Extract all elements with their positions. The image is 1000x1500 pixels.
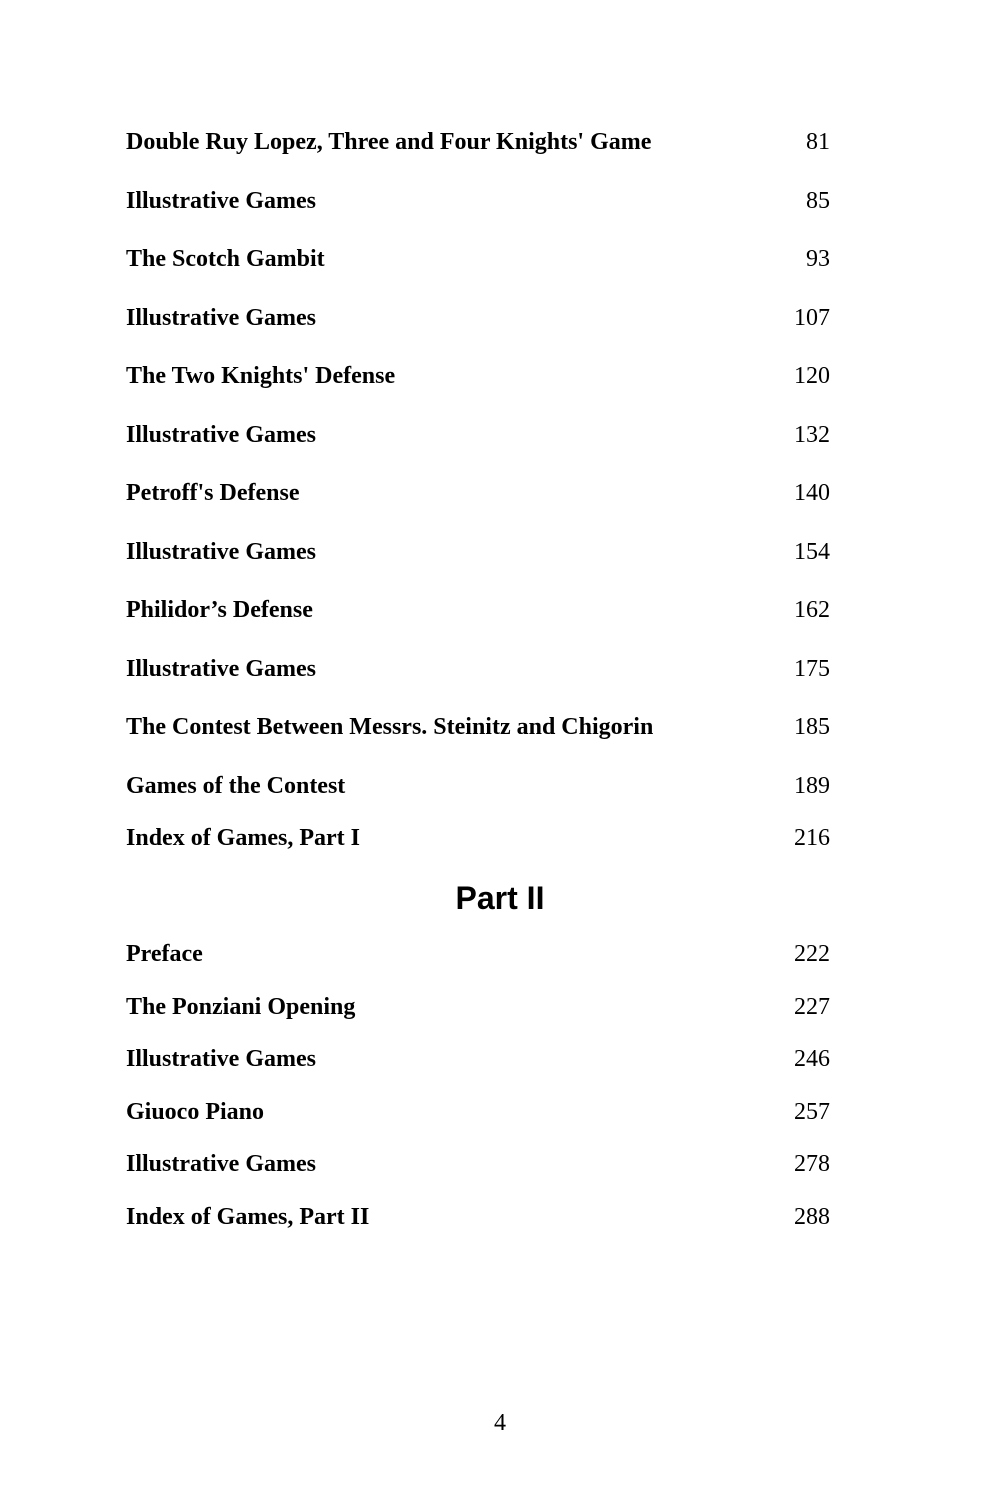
toc-entry-page: 189 bbox=[794, 772, 830, 799]
toc-entry bbox=[126, 1097, 830, 1127]
toc-entry-title: Games of the Contest bbox=[126, 772, 346, 799]
toc-entry bbox=[126, 771, 830, 801]
toc-entry-title: Giuoco Piano bbox=[126, 1098, 265, 1125]
toc-entry-page: 185 bbox=[794, 714, 830, 740]
toc-entry-page: 93 bbox=[806, 246, 830, 272]
toc-entry-title: Illustrative Games bbox=[126, 421, 316, 448]
toc-entry-title: Illustrative Games bbox=[126, 655, 316, 682]
toc-entry-title: The Ponziani Opening bbox=[126, 993, 356, 1020]
toc-entry-page: 216 bbox=[794, 825, 830, 851]
page-number: 4 bbox=[494, 1410, 506, 1436]
toc-entry bbox=[126, 823, 830, 853]
toc-entry-page: 162 bbox=[794, 597, 830, 623]
toc-entry-page: 288 bbox=[794, 1203, 830, 1230]
toc-entry-title: Illustrative Games bbox=[126, 1046, 316, 1073]
toc-entry-page: 246 bbox=[794, 1046, 830, 1073]
toc-entry bbox=[126, 1044, 830, 1074]
toc-entry bbox=[126, 420, 830, 450]
toc-entry-page: 81 bbox=[806, 129, 830, 155]
toc-entry-title: Double Ruy Lopez, Three and Four Knights' Game bbox=[126, 129, 652, 155]
toc-entry-title: Philidor’s Defense bbox=[126, 597, 313, 623]
toc-entry-page: 154 bbox=[794, 538, 830, 565]
toc-entry-title: Index of Games, Part I bbox=[126, 825, 360, 851]
toc-entry-title: Index of Games, Part II bbox=[126, 1203, 370, 1230]
toc-entry-page: 107 bbox=[794, 304, 830, 331]
toc-entry bbox=[126, 595, 830, 625]
toc-entry-title: Illustrative Games bbox=[126, 304, 316, 331]
toc-entry bbox=[126, 939, 830, 969]
toc-entry bbox=[126, 186, 830, 216]
toc-entry bbox=[126, 478, 830, 508]
toc-entry-title: Petroff's Defense bbox=[126, 480, 300, 506]
toc-entry-page: 140 bbox=[794, 480, 830, 506]
toc-entry-page: 85 bbox=[806, 187, 830, 214]
toc-entry-page: 227 bbox=[794, 993, 830, 1020]
toc-entry bbox=[126, 992, 830, 1022]
toc-entry-title: The Two Knights' Defense bbox=[126, 363, 396, 389]
part-heading: Part II bbox=[455, 880, 545, 916]
toc-entry-title: The Scotch Gambit bbox=[126, 246, 325, 272]
toc-entry bbox=[126, 654, 830, 684]
toc-entry-page: 175 bbox=[794, 655, 830, 682]
toc-entry-title: Illustrative Games bbox=[126, 538, 316, 565]
toc-entry bbox=[126, 361, 830, 391]
toc-entry-title: Preface bbox=[126, 941, 203, 967]
toc-entry-page: 222 bbox=[794, 941, 830, 967]
toc-entry-page: 120 bbox=[794, 363, 830, 389]
toc-entry bbox=[126, 712, 830, 742]
toc-part-1 bbox=[126, 127, 830, 859]
toc-entry-page: 257 bbox=[794, 1098, 830, 1125]
toc-entry bbox=[126, 244, 830, 274]
toc-entry bbox=[126, 127, 830, 157]
toc-part-2 bbox=[126, 939, 830, 1255]
toc-entry-page: 278 bbox=[794, 1151, 830, 1178]
toc-entry-page: 132 bbox=[794, 421, 830, 448]
toc-entry-title: Illustrative Games bbox=[126, 1151, 316, 1178]
toc-entry bbox=[126, 1149, 830, 1179]
toc-entry-title: Illustrative Games bbox=[126, 187, 316, 214]
toc-entry bbox=[126, 303, 830, 333]
toc-entry-title: The Contest Between Messrs. Steinitz and Chigorin bbox=[126, 714, 654, 740]
toc-entry bbox=[126, 537, 830, 567]
toc-entry bbox=[126, 1202, 830, 1232]
